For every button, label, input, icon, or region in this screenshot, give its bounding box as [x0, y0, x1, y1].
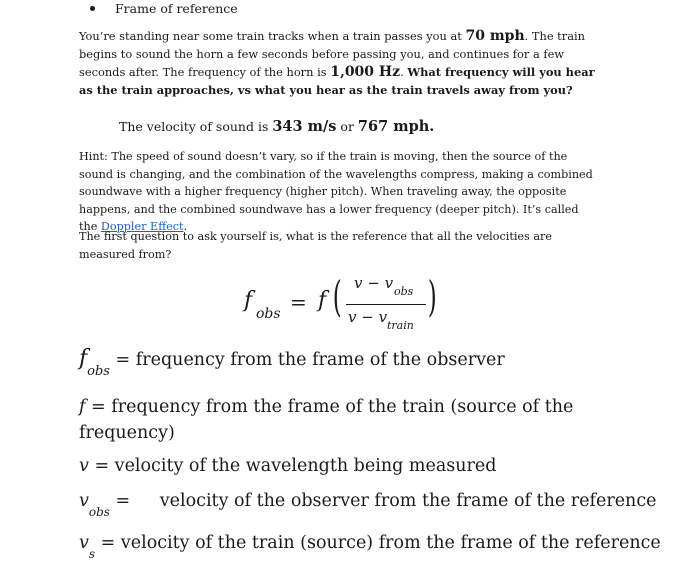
left-paren: ( — [332, 272, 342, 321]
formula-f-obs: f — [244, 288, 253, 313]
formula-f: f — [318, 288, 327, 313]
bullet-icon — [90, 6, 95, 11]
formula-denominator-sub: train — [387, 319, 414, 332]
sound-mph: 767 mph. — [357, 118, 435, 135]
hint-text: Hint: The speed of sound doesn’t vary, so if the train is moving, then the source of the sound is changing, and the combination of the wavelengths compress, making a combined soundwave with a higher frequency (higher pitch). When traveling away, the opposite happens, and the combined soundwave has a lower frequency (deeper pitch). It’s called the — [79, 150, 593, 233]
sound-text-1: The velocity of sound is — [119, 119, 273, 134]
sound-text-2: or — [336, 119, 358, 134]
intro-text-3: . — [400, 65, 408, 79]
train-speed: 70 mph — [465, 28, 525, 44]
def-v-s-sub: s — [88, 547, 96, 561]
bullet-item — [90, 1, 238, 16]
intro-question: What frequency will you hear as the train approaches, vs what you hear as the train travels away from you? — [79, 65, 595, 97]
def-v-obs-equals: = — [109, 491, 136, 511]
def-f-obs-text: = frequency from the frame of the observer — [109, 350, 505, 370]
def-v-obs — [79, 488, 657, 519]
sound-ms: 343 m/s — [272, 118, 337, 135]
formula-denominator: v − v — [348, 308, 388, 326]
horn-frequency: 1,000 Hz — [330, 64, 401, 80]
hint-end: . — [183, 220, 188, 233]
def-v-s-symbol: v — [79, 533, 89, 553]
intro-text-1: You’re standing near some train tracks when a train passes you at — [79, 29, 466, 43]
def-v-symbol: v — [79, 456, 89, 476]
formula-numerator: v − v — [354, 274, 394, 292]
intro-paragraph — [79, 27, 599, 99]
def-v-s-text: = velocity of the train (source) from the frame of the reference — [95, 533, 661, 553]
reference-question: The first question to ask yourself is, what is the reference that all the velocities are measured from? — [79, 230, 552, 261]
def-f-obs-symbol: f — [79, 346, 88, 371]
def-v-obs-symbol: v — [79, 491, 89, 511]
def-f-symbol: f — [79, 397, 86, 417]
hint-paragraph — [79, 148, 599, 236]
doppler-formula — [238, 270, 438, 340]
formula-equals: = — [290, 290, 307, 314]
right-paren: ) — [427, 272, 437, 321]
doppler-effect-link[interactable]: Doppler Effect — [100, 220, 184, 233]
def-v-obs-text: velocity of the observer from the frame of the reference — [159, 491, 657, 511]
sound-velocity-line — [119, 118, 434, 135]
intro-text-2: . The train begins to sound the horn a few seconds before passing you, and continues for a few seconds after. The frequency of the horn is — [79, 29, 585, 79]
def-v-text: = velocity of the wavelength being measured — [88, 456, 497, 476]
def-f — [79, 394, 599, 446]
def-v-s — [79, 530, 661, 561]
fraction-bar — [346, 304, 426, 305]
bullet-title: Frame of reference — [115, 1, 238, 16]
def-v — [79, 453, 496, 479]
def-f-obs — [79, 346, 505, 379]
formula-numerator-sub: obs — [394, 285, 414, 298]
def-f-text: = frequency from the frame of the train (source of the frequency) — [79, 397, 574, 443]
def-f-obs-sub: obs — [87, 364, 110, 379]
formula-f-obs-sub: obs — [256, 306, 281, 322]
def-v-obs-sub: obs — [88, 505, 110, 519]
